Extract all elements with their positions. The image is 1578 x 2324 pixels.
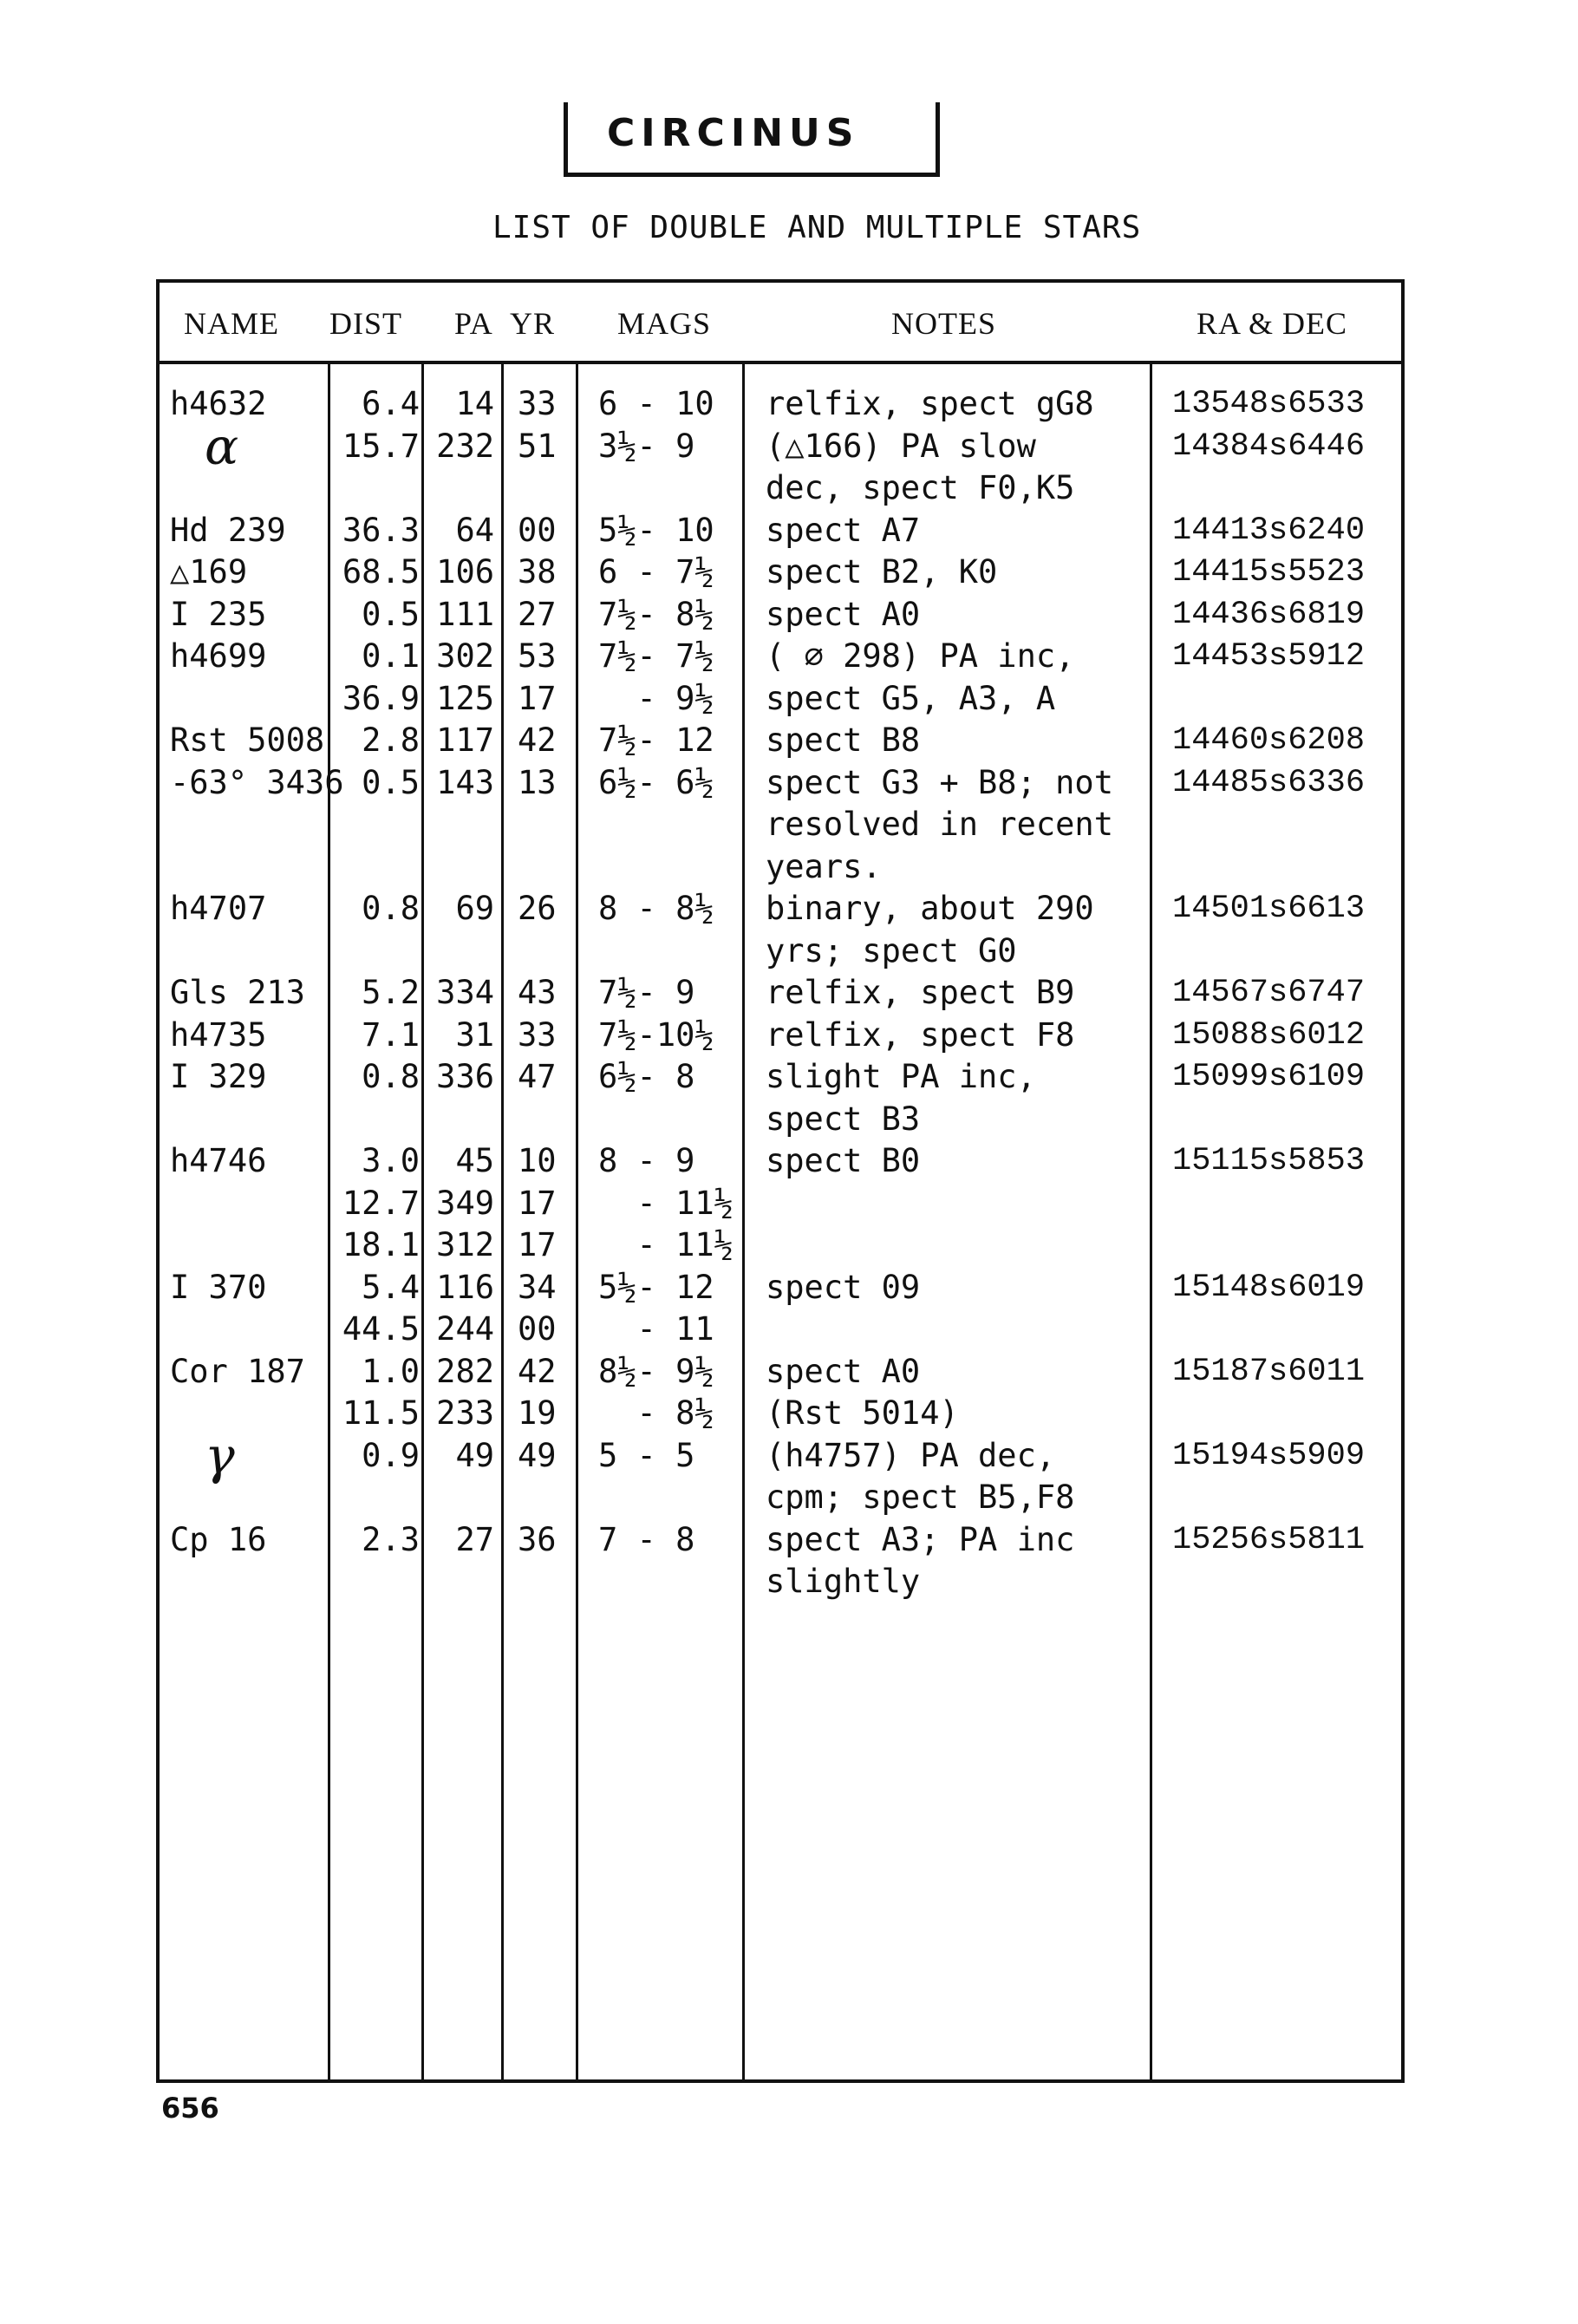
cell-dist: 12.7 — [342, 1184, 420, 1222]
page-number: 656 — [161, 2092, 219, 2125]
cell-name: I 235 — [170, 595, 267, 633]
cell-mags: 7½- 9 — [598, 974, 695, 1011]
cell-dist: 15.7 — [342, 427, 420, 465]
cell-name: h4735 — [170, 1015, 267, 1054]
cell-mags: 7½- 8½ — [598, 595, 714, 633]
table-row — [0, 1309, 1578, 1351]
table-row — [0, 720, 1578, 762]
header-mags: MAGS — [617, 306, 712, 341]
table-row — [0, 1267, 1578, 1309]
cell-yr: 00 — [518, 1310, 557, 1348]
table-row — [0, 678, 1578, 721]
cell-notes: spect A7 — [766, 511, 921, 549]
cell-dist: 5.4 — [362, 1268, 420, 1306]
cell-radec: 15115s5853 — [1172, 1143, 1366, 1179]
cell-pa: 69 — [455, 890, 494, 927]
table-row — [0, 416, 1578, 476]
cell-name: h4632 — [170, 385, 267, 422]
cell-name: △169 — [170, 553, 248, 591]
cell-notes: (△166) PA slow — [766, 427, 1036, 465]
cell-pa: 302 — [436, 637, 494, 675]
cell-name: h4699 — [170, 637, 267, 675]
cell-notes: ( ∅ 298) PA inc, — [766, 637, 1075, 675]
cell-radec: 15099s6109 — [1172, 1059, 1366, 1095]
cell-dist: 7.1 — [362, 1015, 420, 1054]
cell-name: Cp 16 — [170, 1520, 267, 1558]
cell-dist: 3.0 — [362, 1142, 420, 1179]
cell-radec: 15187s6011 — [1172, 1353, 1366, 1390]
cell-yr: 42 — [518, 1352, 557, 1390]
table-row — [0, 1426, 1578, 1485]
cell-notes: spect G3 + B8; not — [766, 763, 1113, 801]
cell-name: I 329 — [170, 1058, 267, 1095]
cell-notes: relfix, spect F8 — [766, 1015, 1075, 1054]
cell-radec: 15088s6012 — [1172, 1016, 1366, 1054]
cell-notes: spect A0 — [766, 595, 921, 633]
table-row — [0, 1224, 1578, 1267]
cell-name: h4746 — [170, 1142, 267, 1179]
table-row — [0, 846, 1578, 889]
table-row — [0, 552, 1578, 594]
cell-radec: 14384s6446 — [1172, 428, 1366, 465]
table-row — [0, 467, 1578, 510]
page-title: CIRCINUS — [607, 111, 860, 155]
cell-pa: 143 — [436, 763, 494, 801]
cell-notes: (h4757) PA dec, — [766, 1436, 1056, 1474]
header-pa: PA — [454, 306, 493, 341]
cell-pa: 116 — [436, 1268, 494, 1306]
cell-mags: - 8½ — [598, 1394, 714, 1432]
cell-notes: slightly — [766, 1563, 921, 1600]
cell-yr: 17 — [518, 679, 557, 717]
table-row — [0, 594, 1578, 636]
cell-name: γ — [205, 1426, 235, 1485]
table-row — [0, 972, 1578, 1015]
cell-yr: 49 — [518, 1436, 557, 1474]
cell-mags: 8½- 9½ — [598, 1352, 714, 1390]
cell-pa: 49 — [455, 1436, 494, 1474]
cell-mags: 5½- 10 — [598, 511, 714, 549]
cell-notes: resolved in recent — [766, 806, 1113, 843]
cell-notes: spect A0 — [766, 1352, 921, 1390]
cell-mags: 7 - 8 — [598, 1520, 695, 1558]
cell-pa: 64 — [455, 511, 494, 549]
cell-yr: 17 — [518, 1226, 557, 1263]
cell-mags: 5½- 12 — [598, 1268, 714, 1306]
cell-notes: cpm; spect B5,F8 — [766, 1479, 1075, 1516]
cell-name: Cor 187 — [170, 1352, 305, 1390]
cell-radec: 13548s6533 — [1172, 386, 1366, 422]
cell-notes: spect A3; PA inc — [766, 1520, 1075, 1558]
cell-dist: 2.3 — [362, 1520, 420, 1558]
cell-radec: 15148s6019 — [1172, 1269, 1366, 1306]
cell-dist: 0.5 — [362, 595, 420, 633]
cell-mags: 6 - 10 — [598, 385, 714, 422]
cell-mags: 6½- 8 — [598, 1058, 695, 1095]
cell-mags: - 11 — [598, 1310, 714, 1348]
cell-pa: 232 — [436, 427, 494, 465]
cell-notes: spect B3 — [766, 1100, 921, 1138]
cell-dist: 18.1 — [342, 1226, 420, 1263]
cell-yr: 33 — [518, 385, 557, 422]
cell-name: -63° 3436 — [170, 763, 344, 801]
cell-mags: - 9½ — [598, 679, 714, 717]
cell-notes: spect B8 — [766, 721, 921, 759]
cell-yr: 26 — [518, 890, 557, 927]
cell-notes: spect 09 — [766, 1268, 921, 1306]
cell-notes: spect B0 — [766, 1142, 921, 1179]
cell-pa: 233 — [436, 1394, 494, 1432]
cell-notes: years. — [766, 847, 882, 885]
cell-dist: 2.8 — [362, 721, 420, 759]
cell-yr: 47 — [518, 1058, 557, 1095]
header-notes: NOTES — [891, 306, 996, 341]
cell-yr: 10 — [518, 1142, 557, 1179]
cell-radec: 14415s5523 — [1172, 554, 1366, 591]
table-row — [0, 1561, 1578, 1603]
cell-mags: 7½- 7½ — [598, 637, 714, 675]
table-row — [0, 1056, 1578, 1099]
cell-mags: 7½- 12 — [598, 721, 714, 759]
cell-radec: 14501s6613 — [1172, 891, 1366, 927]
cell-mags: 8 - 8½ — [598, 890, 714, 927]
header-divider — [156, 361, 1405, 364]
cell-pa: 336 — [436, 1058, 494, 1095]
cell-mags: 7½-10½ — [598, 1015, 714, 1054]
cell-name: Gls 213 — [170, 974, 305, 1011]
cell-notes: yrs; spect G0 — [766, 931, 1017, 969]
cell-yr: 43 — [518, 974, 557, 1011]
cell-mags: 8 - 9 — [598, 1142, 695, 1179]
cell-notes: relfix, spect gG8 — [766, 385, 1094, 422]
cell-notes: spect B2, K0 — [766, 553, 998, 591]
header-dist: DIST — [329, 306, 402, 341]
cell-yr: 38 — [518, 553, 557, 591]
cell-pa: 244 — [436, 1310, 494, 1348]
header-radec: RA & DEC — [1197, 306, 1348, 341]
cell-yr: 17 — [518, 1184, 557, 1222]
cell-yr: 51 — [518, 427, 557, 465]
cell-radec: 14567s6747 — [1172, 975, 1366, 1011]
cell-pa: 45 — [455, 1142, 494, 1179]
cell-yr: 34 — [518, 1268, 557, 1306]
cell-pa: 334 — [436, 974, 494, 1011]
cell-mags: 3½- 9 — [598, 427, 695, 465]
cell-pa: 125 — [436, 679, 494, 717]
cell-radec: 14460s6208 — [1172, 722, 1366, 759]
cell-mags: - 11½ — [598, 1226, 734, 1263]
cell-dist: 0.8 — [362, 1058, 420, 1095]
cell-name: h4707 — [170, 890, 267, 927]
cell-notes: spect G5, A3, A — [766, 679, 1056, 717]
cell-radec: 14413s6240 — [1172, 512, 1366, 549]
cell-dist: 0.1 — [362, 637, 420, 675]
cell-notes: relfix, spect B9 — [766, 974, 1075, 1011]
cell-pa: 27 — [455, 1520, 494, 1558]
cell-radec: 15194s5909 — [1172, 1437, 1366, 1474]
cell-name: α — [205, 416, 239, 476]
cell-yr: 33 — [518, 1015, 557, 1054]
cell-yr: 36 — [518, 1520, 557, 1558]
cell-mags: 5 - 5 — [598, 1436, 695, 1474]
table-row — [0, 888, 1578, 930]
table-row — [0, 1477, 1578, 1519]
cell-notes: binary, about 290 — [766, 890, 1094, 927]
table-row — [0, 510, 1578, 552]
table-row — [0, 1393, 1578, 1435]
cell-radec: 14436s6819 — [1172, 596, 1366, 633]
table-row — [0, 1099, 1578, 1141]
cell-dist: 5.2 — [362, 974, 420, 1011]
cell-notes: (Rst 5014) — [766, 1394, 959, 1432]
cell-notes: dec, spect F0,K5 — [766, 469, 1075, 506]
cell-radec: 14485s6336 — [1172, 764, 1366, 801]
cell-dist: 0.5 — [362, 763, 420, 801]
table-row — [0, 1519, 1578, 1562]
cell-mags: 6 - 7½ — [598, 553, 714, 591]
cell-yr: 19 — [518, 1394, 557, 1432]
table-row — [0, 1140, 1578, 1183]
cell-dist: 36.3 — [342, 511, 420, 549]
cell-pa: 349 — [436, 1184, 494, 1222]
table-row — [0, 762, 1578, 805]
cell-mags: - 11½ — [598, 1184, 734, 1222]
cell-radec: 15256s5811 — [1172, 1521, 1366, 1558]
cell-dist: 44.5 — [342, 1310, 420, 1348]
table-row — [0, 1015, 1578, 1057]
header-name: NAME — [184, 306, 279, 341]
cell-name: Rst 5008 — [170, 721, 325, 759]
cell-pa: 31 — [455, 1015, 494, 1054]
cell-dist: 0.9 — [362, 1436, 420, 1474]
cell-pa: 106 — [436, 553, 494, 591]
cell-pa: 14 — [455, 385, 494, 422]
cell-pa: 117 — [436, 721, 494, 759]
cell-mags: 6½- 6½ — [598, 763, 714, 801]
cell-dist: 1.0 — [362, 1352, 420, 1390]
cell-pa: 282 — [436, 1352, 494, 1390]
header-yr: YR — [510, 306, 556, 341]
cell-yr: 53 — [518, 637, 557, 675]
star-table-body — [0, 383, 1578, 1603]
cell-pa: 312 — [436, 1226, 494, 1263]
cell-yr: 42 — [518, 721, 557, 759]
cell-dist: 6.4 — [362, 385, 420, 422]
cell-name: I 370 — [170, 1268, 267, 1306]
page-subtitle: LIST OF DOUBLE AND MULTIPLE STARS — [492, 210, 1142, 245]
cell-name: Hd 239 — [170, 511, 286, 549]
cell-notes: slight PA inc, — [766, 1058, 1036, 1095]
cell-pa: 111 — [436, 595, 494, 633]
table-row — [0, 1351, 1578, 1394]
cell-yr: 27 — [518, 595, 557, 633]
table-row — [0, 930, 1578, 973]
cell-dist: 68.5 — [342, 553, 420, 591]
table-row — [0, 804, 1578, 846]
cell-dist: 11.5 — [342, 1394, 420, 1432]
cell-yr: 13 — [518, 763, 557, 801]
cell-dist: 36.9 — [342, 679, 420, 717]
cell-dist: 0.8 — [362, 890, 420, 927]
cell-radec: 14453s5912 — [1172, 638, 1366, 675]
table-row — [0, 1183, 1578, 1225]
cell-yr: 00 — [518, 511, 557, 549]
table-row — [0, 636, 1578, 678]
